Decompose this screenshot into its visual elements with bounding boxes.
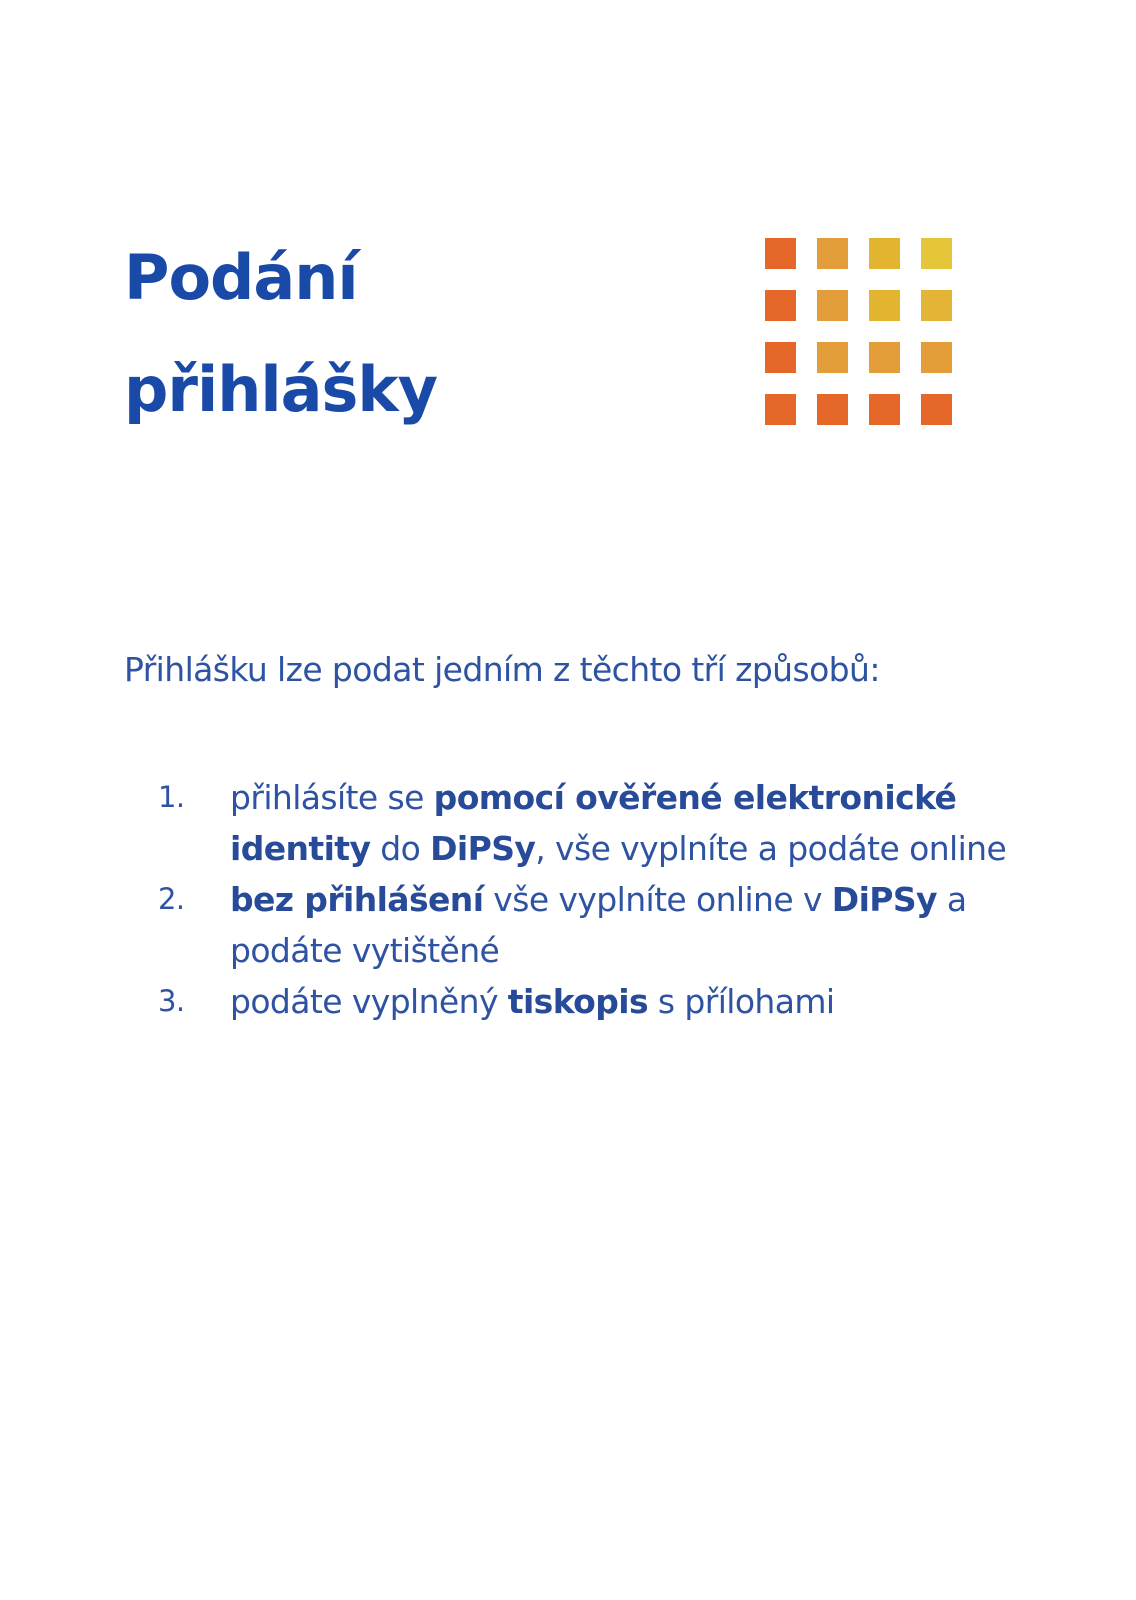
logo-square: [817, 290, 848, 321]
logo-square: [817, 238, 848, 269]
methods-list: [158, 772, 1018, 1027]
list-item: [158, 874, 1018, 976]
list-item-number: 3.: [158, 984, 185, 1018]
list-item-text: podáte vyplněný tiskopis s přílohami: [230, 982, 835, 1021]
list-item-text: přihlásíte se pomocí ověřené elektronické identity do DiPSy, vše vyplníte a podáte online: [230, 778, 1007, 868]
logo-square: [765, 290, 796, 321]
logo-square: [869, 342, 900, 373]
logo-square: [921, 342, 952, 373]
logo-square: [765, 342, 796, 373]
logo-square: [869, 290, 900, 321]
list-item-number: 1.: [158, 780, 185, 814]
logo-square: [765, 394, 796, 425]
list-item-number: 2.: [158, 882, 185, 916]
list-item: [158, 976, 1018, 1027]
intro-text: Přihlášku lze podat jedním z těchto tří způsobů:: [124, 650, 880, 689]
logo-square: [817, 394, 848, 425]
title-line-1: Podání: [124, 241, 358, 314]
page-title: [124, 222, 437, 446]
logo-square: [869, 238, 900, 269]
logo-square: [869, 394, 900, 425]
logo-square: [765, 238, 796, 269]
list-item: [158, 772, 1018, 874]
title-line-2: přihlášky: [124, 353, 437, 426]
logo-square: [921, 290, 952, 321]
orange-square-grid-icon: [765, 238, 955, 428]
logo-square: [921, 394, 952, 425]
logo-square: [921, 238, 952, 269]
list-item-text: bez přihlášení vše vyplníte online v DiPSy a podáte vytištěné: [230, 880, 967, 970]
logo-square: [817, 342, 848, 373]
